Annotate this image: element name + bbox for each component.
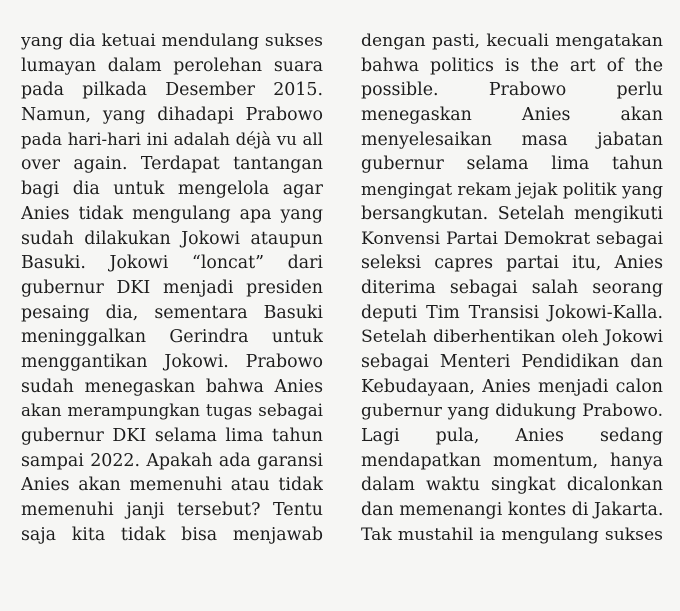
text-line: menegaskan Anies akan [361,105,663,126]
text-line: mengingat rekam jejak politik yang [361,179,663,200]
text-line: sudah dilakukan Jokowi ataupun [21,228,323,249]
right-text-column [361,29,663,547]
left-text-column [21,29,323,547]
text-line: Basuki. Jokowi “loncat” dari [21,253,323,274]
text-line: dalam waktu singkat dicalonkan [361,475,663,496]
text-line: gubernur DKI selama lima tahun [21,426,323,446]
text-line: dengan pasti, kecuali mengatakan [361,31,663,51]
text-line: pada hari-hari ini adalah déjà vu all [21,129,323,149]
text-line: sudah menegaskan bahwa Anies [21,376,323,397]
text-line: Namun, yang dihadapi Prabowo [21,105,323,126]
text-line: pesaing dia, sementara Basuki [21,302,323,323]
text-line: pada pilkada Desember 2015. [21,80,323,101]
text-line: bahwa politics is the art of the [361,55,663,76]
text-line: deputi Tim Transisi Jokowi-Kalla. [361,302,663,323]
text-line: gubernur DKI menjadi presiden [21,277,323,298]
text-line: Tak mustahil ia mengulang sukses [361,524,663,545]
text-line: lumayan dalam perolehan suara [21,55,323,76]
text-line: mendapatkan momentum, hanya [361,450,663,471]
text-line: Anies akan memenuhi atau tidak [21,475,323,496]
text-line: menyelesaikan masa jabatan [361,129,663,150]
text-line: bersangkutan. Setelah mengikuti [361,203,663,224]
text-line: gubernur selama lima tahun [361,154,663,175]
text-line: meninggalkan Gerindra untuk [21,327,323,348]
text-line: Setelah diberhentikan oleh Jokowi [361,327,663,348]
text-line: diterima sebagai salah seorang [361,277,663,298]
text-line: Lagi pula, Anies sedang [361,426,663,446]
text-line: akan merampungkan tugas sebagai [21,401,323,421]
text-line: over again. Terdapat tantangan [21,154,323,175]
text-line: sebagai Menteri Pendidikan dan [361,351,663,372]
text-line: memenuhi janji tersebut? Tentu [21,500,323,521]
text-line: Kebudayaan, Anies menjadi calon [361,376,663,397]
text-line: menggantikan Jokowi. Prabowo [21,351,323,372]
text-line: bagi dia untuk mengelola agar [21,179,323,200]
text-line: gubernur yang didukung Prabowo. [361,401,663,422]
text-line: seleksi capres partai itu, Anies [361,253,663,274]
text-line: Konvensi Partai Demokrat sebagai [361,228,663,249]
text-line: saja kita tidak bisa menjawab [21,524,323,545]
text-line: Anies tidak mengulang apa yang [21,203,323,224]
text-line: possible. Prabowo perlu [361,80,663,101]
text-line: sampai 2022. Apakah ada garansi [21,450,323,471]
text-line: yang dia ketuai mendulang sukses [21,31,323,51]
text-line: dan memenangi kontes di Jakarta. [361,500,663,521]
